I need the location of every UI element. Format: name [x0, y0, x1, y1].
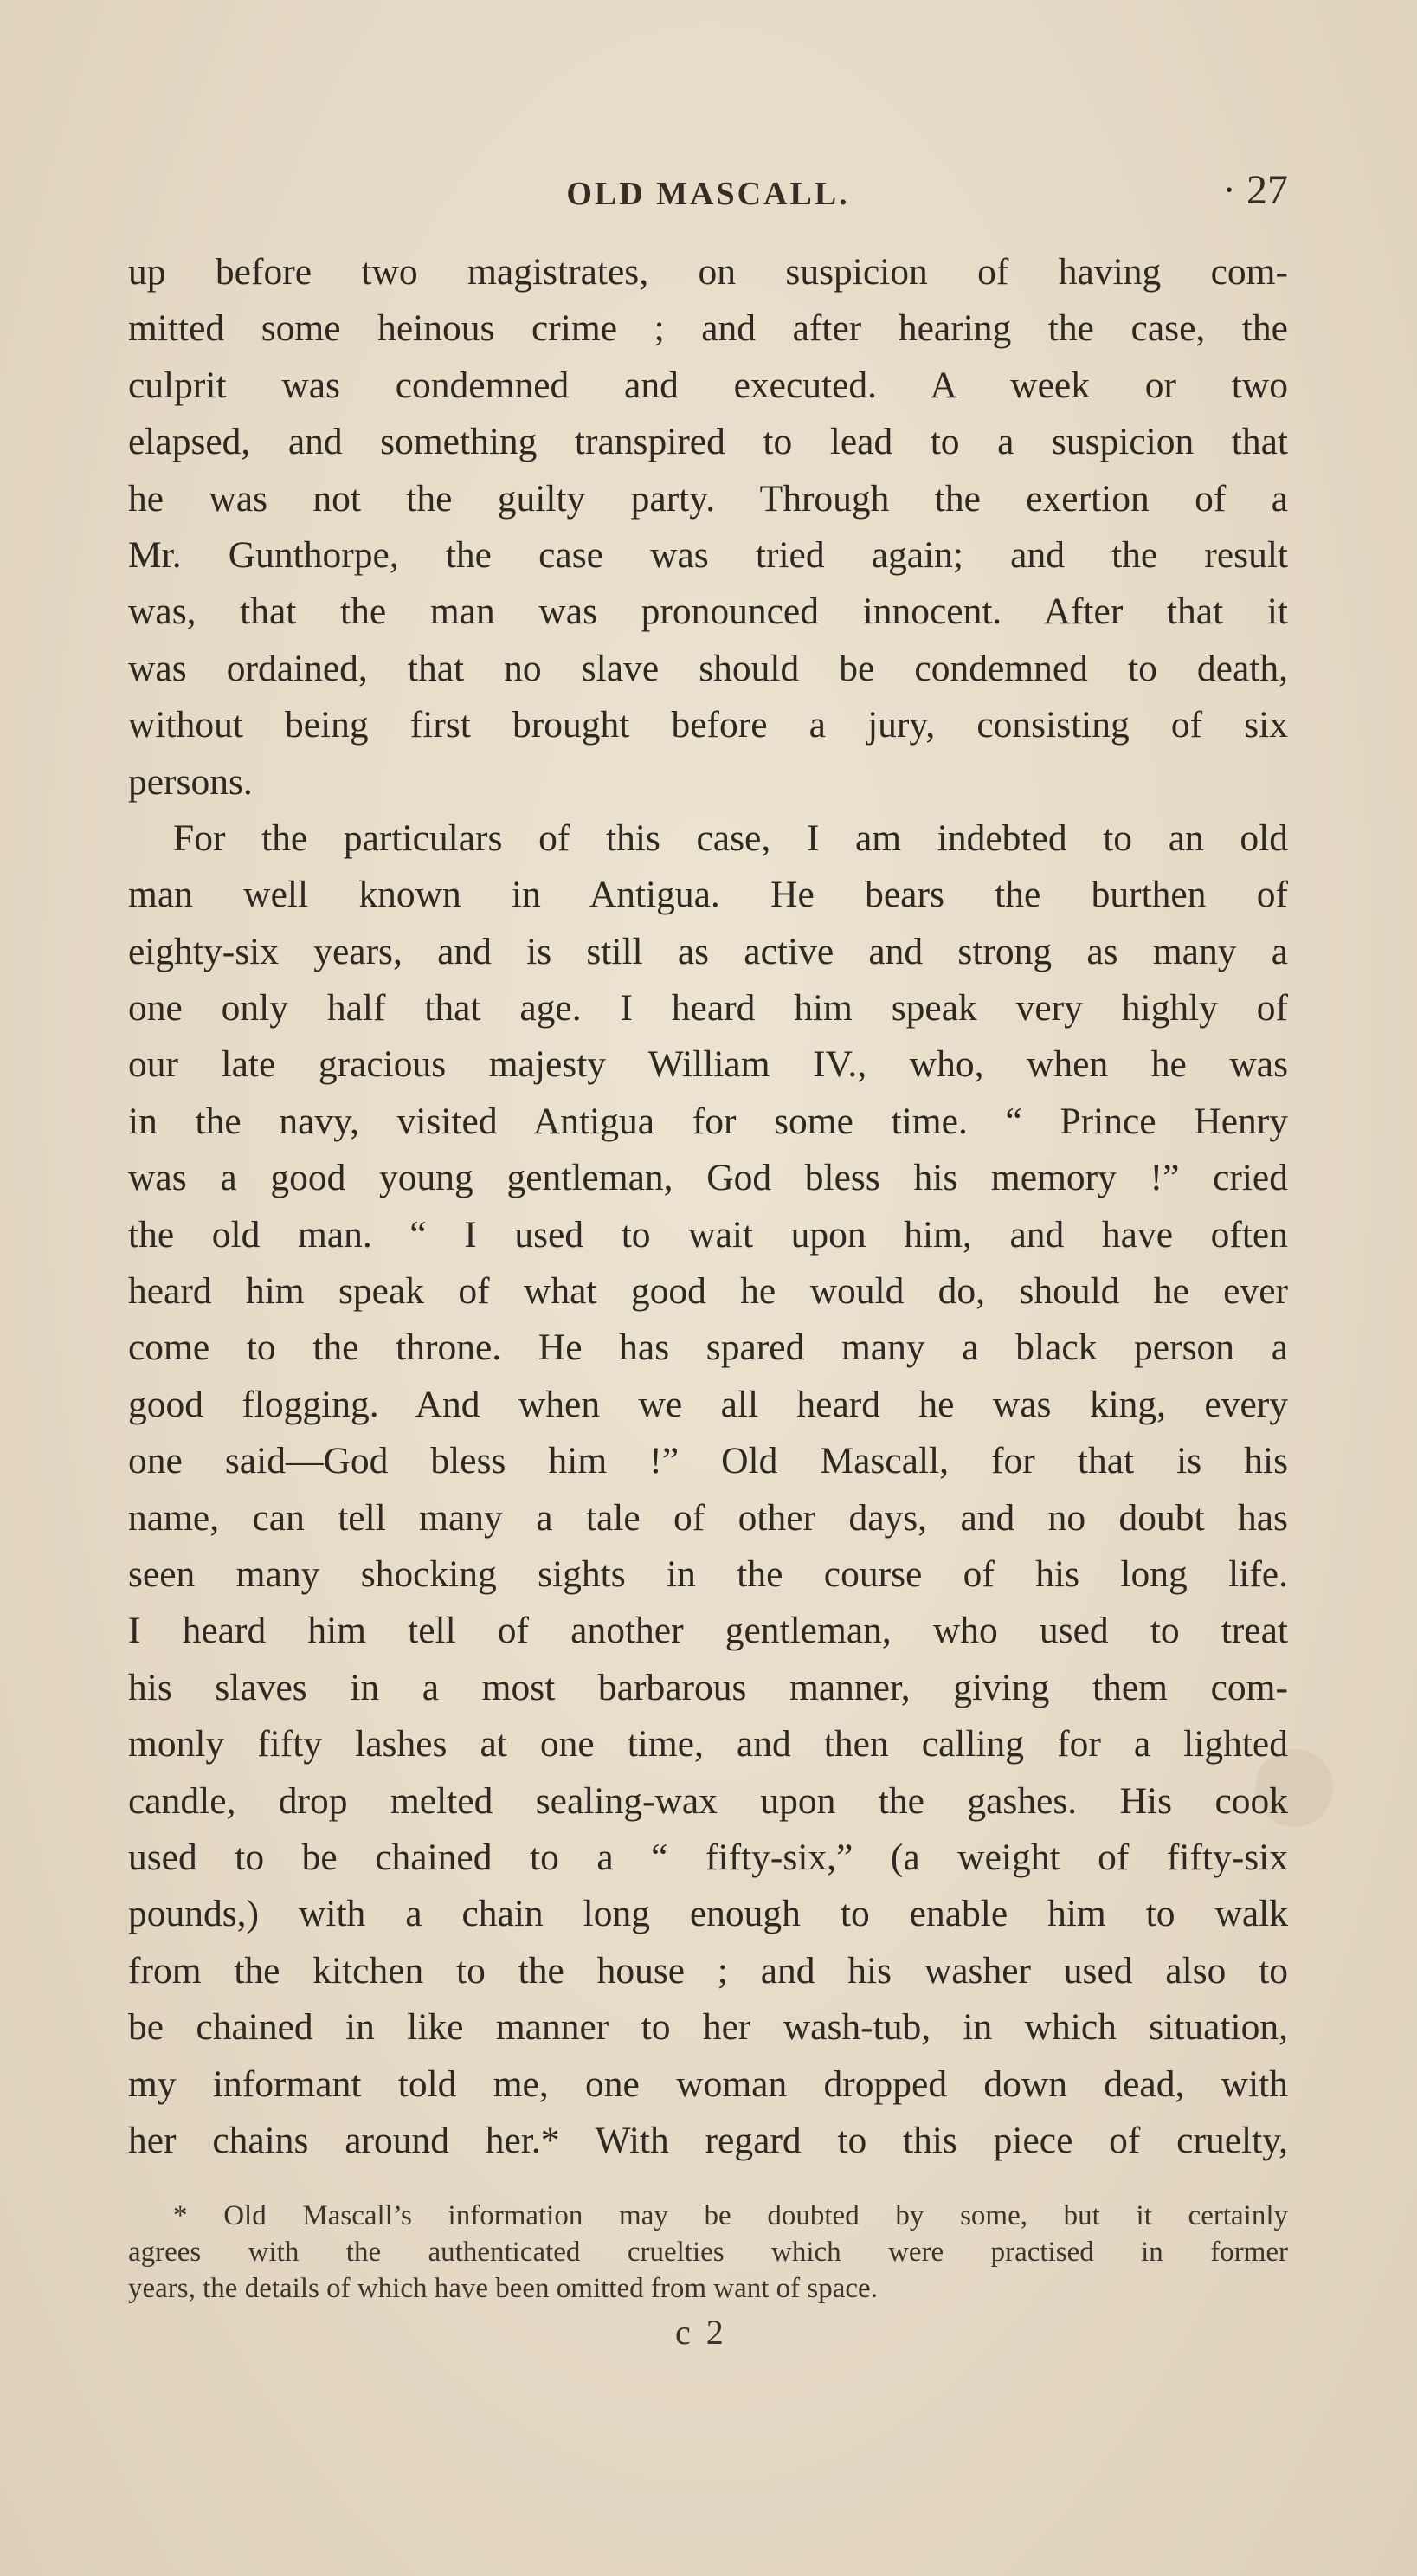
text-line: come to the throne. He has spared many a black person a [128, 1327, 1288, 1369]
text-line: was, that the man was pronounced innocent. After that it [128, 591, 1288, 633]
text-line: man well known in Antigua. He bears the burthen of [128, 874, 1288, 916]
text-line: he was not the guilty party. Through the exertion of a [128, 477, 1288, 520]
text-line: culprit was condemned and executed. A week or two [128, 364, 1288, 406]
text-line: up before two magistrates, on suspicion of having com- [128, 251, 1288, 293]
text-line: heard him speak of what good he would do, should he ever [128, 1270, 1288, 1313]
text-line: one only half that age. I heard him speak very highly of [128, 987, 1288, 1030]
text-line: from the kitchen to the house ; and his washer used also to [128, 1949, 1288, 1992]
text-line: used to be chained to a “ fifty-six,” (a weight of fifty-six [128, 1836, 1288, 1878]
text-line: seen many shocking sights in the course of his long life. [128, 1553, 1288, 1595]
text-line: elapsed, and something transpired to lead to a suspicion that [128, 421, 1288, 463]
text-line: persons. [128, 760, 253, 803]
text-line: I heard him tell of another gentleman, who used to treat [128, 1610, 1288, 1652]
text-line: For the particulars of this case, I am indebted to an old [173, 817, 1288, 859]
page-number: · 27 [1222, 167, 1288, 213]
text-line: my informant told me, one woman dropped down dead, with [128, 2063, 1288, 2105]
text-line: without being first brought before a jury, consisting of six [128, 704, 1288, 746]
running-title: OLD MASCALL. [566, 176, 850, 212]
text-line: her chains around her.* With regard to this piece of cruelty, [128, 2119, 1288, 2161]
page-header [128, 166, 1288, 227]
text-line: the old man. “ I used to wait upon him, and have often [128, 1213, 1288, 1256]
text-line: in the navy, visited Antigua for some time. “ Prince Henry [128, 1100, 1288, 1142]
signature-mark: c 2 [675, 2313, 727, 2352]
text-line: mitted some heinous crime ; and after hearing the case, the [128, 307, 1288, 350]
text-line: his slaves in a most barbarous manner, giving them com- [128, 1666, 1288, 1708]
text-line: name, can tell many a tale of other days, and no doubt has [128, 1496, 1288, 1539]
text-line: one said—God bless him !” Old Mascall, for that is his [128, 1440, 1288, 1482]
text-line: eighty-six years, and is still as active and strong as many a [128, 930, 1288, 972]
footnote [128, 2198, 1288, 2307]
text-line: our late gracious majesty William IV., who, when he was [128, 1043, 1288, 1086]
text-line: was a good young gentleman, God bless his memory !” cried [128, 1157, 1288, 1199]
body-text [128, 244, 1288, 2169]
text-line: be chained in like manner to her wash-tub, in which situation, [128, 2006, 1288, 2049]
footnote-line: years, the details of which have been omitted from want of space. [128, 2273, 878, 2304]
footnote-line: agrees with the authenticated cruelties which were practised in former [128, 2237, 1288, 2268]
text-line: good flogging. And when we all heard he was king, every [128, 1383, 1288, 1425]
text-line: pounds,) with a chain long enough to enable him to walk [128, 1893, 1288, 1935]
text-line: Mr. Gunthorpe, the case was tried again; and the result [128, 533, 1288, 576]
text-line: monly fifty lashes at one time, and then calling for a lighted [128, 1723, 1288, 1766]
text-line: was ordained, that no slave should be condemned to death, [128, 647, 1288, 689]
footnote-line: * Old Mascall’s information may be doubted by some, but it certainly [173, 2200, 1288, 2231]
text-line: candle, drop melted sealing-wax upon the gashes. His cook [128, 1779, 1288, 1822]
